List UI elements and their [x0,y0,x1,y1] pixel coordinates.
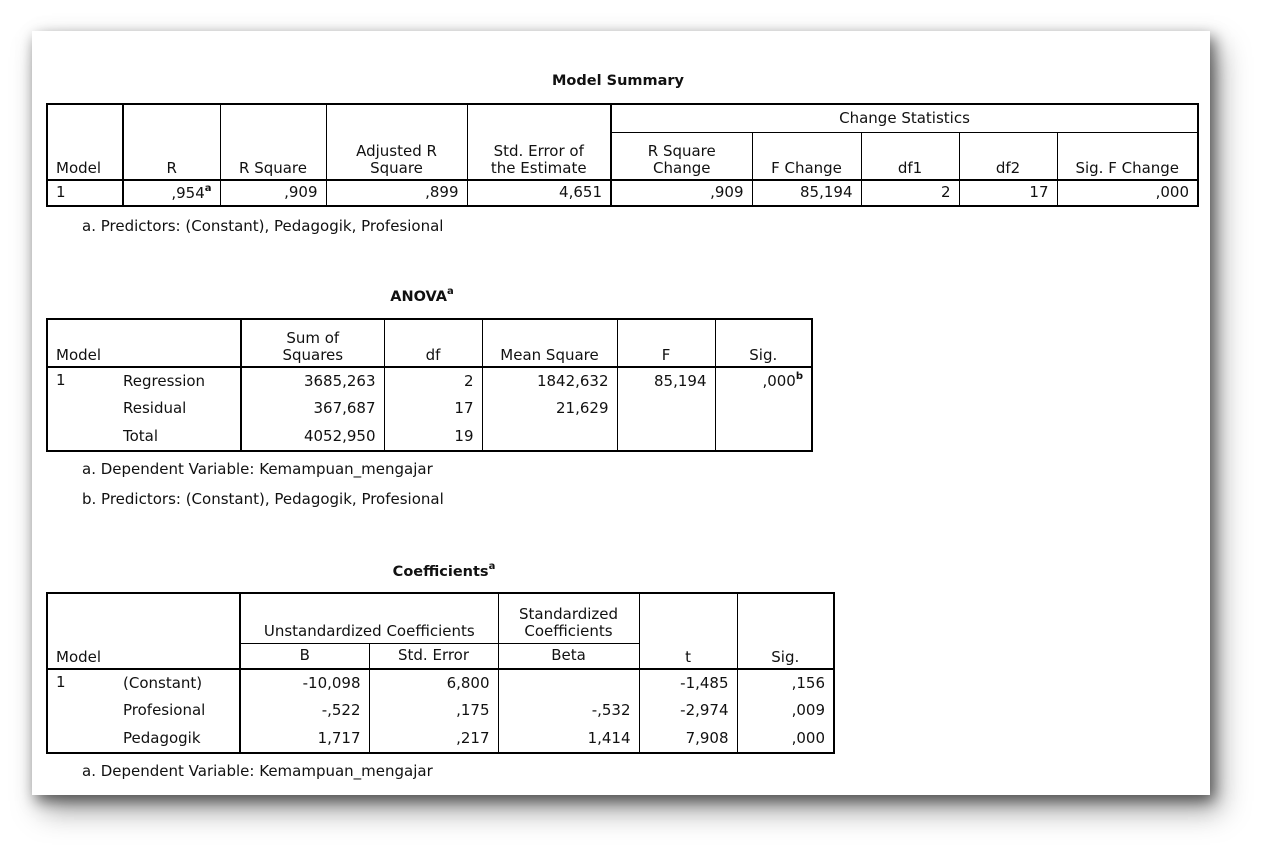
coef-cell-std-error: 6,800 [369,669,498,697]
coef-model-number: 1 [56,673,66,691]
cell-std-error: 4,651 [467,180,611,206]
header-sig-f-change: Sig. F Change [1075,158,1180,177]
anova-cell-df: 19 [384,423,482,451]
anova-cell-df: 17 [384,395,482,423]
coef-header-b: B [240,643,369,669]
coef-header-standardized: Standardized Coefficients [498,593,639,643]
anova-cell-ms: 21,629 [482,395,617,423]
cell-model: 1 [47,180,123,206]
coef-header-model: Model [47,593,240,669]
header-r: R [123,104,220,180]
cell-adjusted-r-square: ,899 [326,180,467,206]
anova-row-label: Total [115,423,241,451]
coef-header-std-error: Std. Error [369,643,498,669]
anova-cell-f: 85,194 [617,367,715,395]
cell-r-square: ,909 [220,180,326,206]
coef-cell-b: 1,717 [240,725,369,753]
coef-cell-beta: 1,414 [498,725,639,753]
coef-header-t: t [639,593,737,669]
anova-header-model: Model [47,319,241,367]
cell-f-change: 85,194 [752,180,861,206]
cell-r: ,954$^a$ [123,180,220,206]
coef-cell-sig: ,000 [791,728,826,747]
anova-cell-ms [482,423,617,451]
coefficients-title: Coefficients$^a$ [392,561,496,580]
coef-row-label: (Constant) [115,669,240,697]
coefficients-table [46,592,835,754]
anova-cell-ss: 367,687 [241,395,384,423]
anova-header-sig: Sig. [749,345,778,364]
anova-cell-sig: ,000$^b$ [762,371,804,391]
coef-cell-t: -2,974 [639,697,737,725]
anova-cell-ss: 4052,950 [241,423,384,451]
coef-header-beta: Beta [498,643,639,669]
anova-row-label: Residual [115,395,241,423]
coef-header-sig: Sig. [771,647,800,666]
header-r-square-change: R Square Change [611,132,752,180]
coef-cell-std-error: ,217 [369,725,498,753]
model-summary-table [46,103,1199,207]
cell-sig-f-change: ,000 [1155,183,1190,202]
header-change-statistics: Change Statistics [611,104,1198,132]
anova-header-sum-of-squares: Sum of Squares [241,319,384,367]
cell-df2: 17 [959,180,1057,206]
coef-cell-b: -10,098 [240,669,369,697]
coef-row-label: Pedagogik [115,725,240,753]
output-sheet [32,31,1210,795]
cell-df1: 2 [861,180,959,206]
anova-footnote-a: a. Dependent Variable: Kemampuan_mengajar [82,460,433,478]
header-f-change: F Change [752,132,861,180]
coefficients-footnote-a: a. Dependent Variable: Kemampuan_mengajar [82,762,433,780]
anova-cell-df: 2 [384,367,482,395]
anova-model-number: 1 [56,371,66,389]
coef-cell-b: -,522 [240,697,369,725]
anova-cell-sig [715,423,812,451]
coef-header-unstandardized: Unstandardized Coefficients [240,593,498,643]
anova-header-mean-square: Mean Square [482,319,617,367]
header-df2: df2 [959,132,1057,180]
anova-table [46,318,813,452]
coef-cell-sig: ,156 [791,673,826,692]
anova-cell-ss: 3685,263 [241,367,384,395]
anova-row-label: Regression [115,367,241,395]
anova-footnote-b: b. Predictors: (Constant), Pedagogik, Profesional [82,490,444,508]
coef-cell-sig: ,009 [791,701,826,720]
coef-cell-beta [498,669,639,697]
model-summary-footnote-a: a. Predictors: (Constant), Pedagogik, Profesional [82,217,444,235]
anova-header-df: df [384,319,482,367]
anova-cell-ms: 1842,632 [482,367,617,395]
anova-title: ANOVA$^a$ [390,286,454,305]
header-model: Model [47,104,123,180]
header-df1: df1 [861,132,959,180]
coef-row-label: Profesional [115,697,240,725]
coef-cell-std-error: ,175 [369,697,498,725]
coef-cell-beta: -,532 [498,697,639,725]
anova-cell-f [617,423,715,451]
cell-r-square-change: ,909 [611,180,752,206]
anova-cell-f [617,395,715,423]
header-r-square: R Square [220,104,326,180]
coef-cell-t: -1,485 [639,669,737,697]
coef-cell-t: 7,908 [639,725,737,753]
anova-header-f: F [617,319,715,367]
model-summary-title: Model Summary [552,73,684,89]
header-std-error: Std. Error of the Estimate [467,104,611,180]
anova-cell-sig [715,395,812,423]
header-adjusted-r-square: Adjusted R Square [326,104,467,180]
